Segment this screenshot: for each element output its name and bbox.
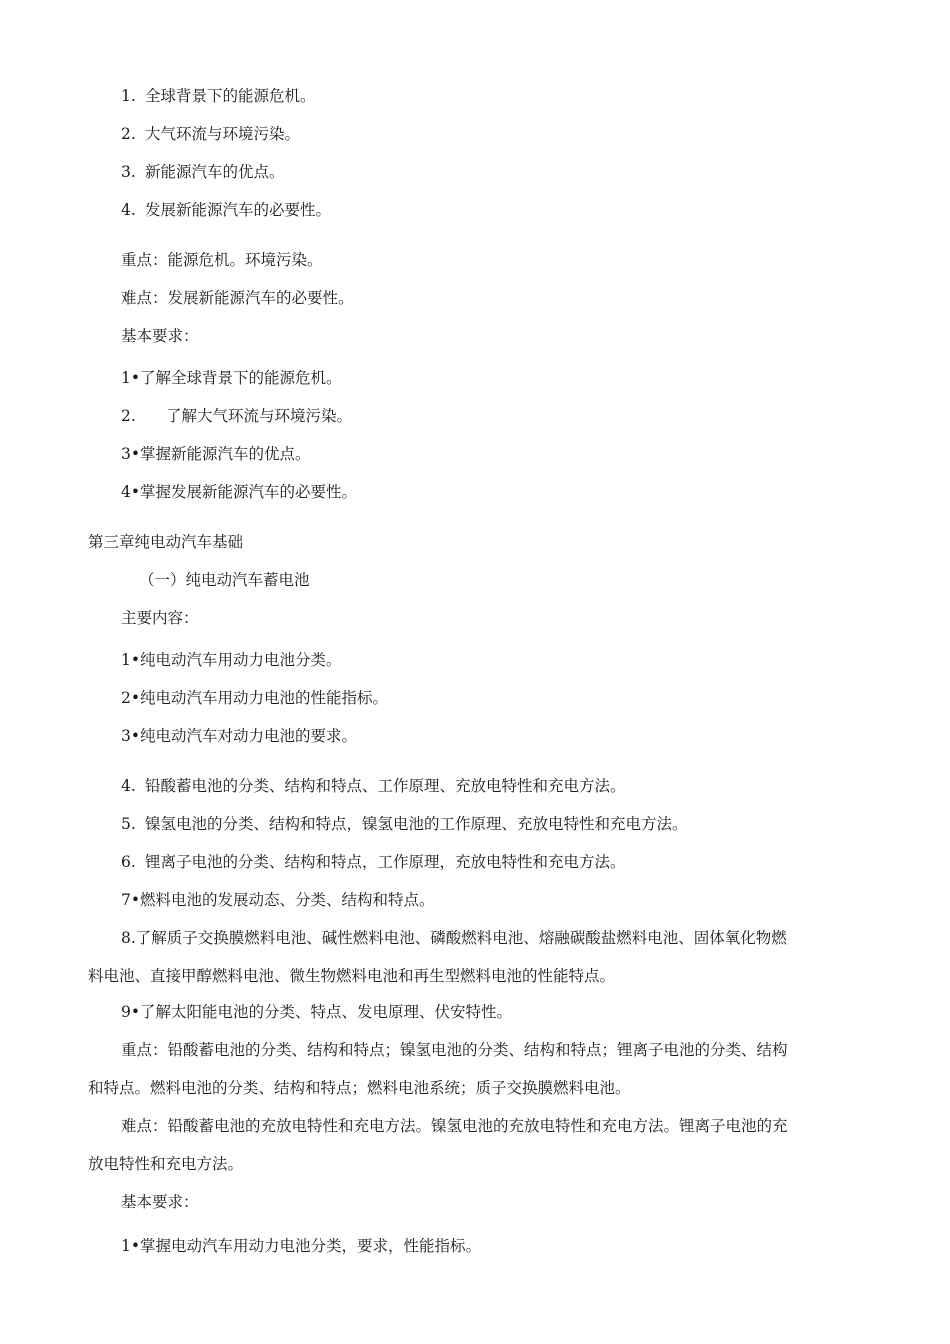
list-item: 2. 了解大气环流与环境污染。 — [121, 407, 353, 425]
list-item: 2•纯电动汽车用动力电池的性能指标。 — [121, 689, 389, 707]
list-item: 3•掌握新能源汽车的优点。 — [121, 445, 311, 463]
difficulty-point: 难点：发展新能源汽车的必要性。 — [121, 289, 354, 307]
list-item: 1•了解全球背景下的能源危机。 — [121, 369, 342, 387]
chapter-title: 第三章纯电动汽车基础 — [88, 533, 244, 551]
paragraph-line: 料电池、直接甲醇燃料电池、微生物燃料电池和再生型燃料电池的性能特点。 — [88, 967, 616, 985]
paragraph-line: 和特点。燃料电池的分类、结构和特点；燃料电池系统；质子交换膜燃料电池。 — [88, 1079, 631, 1097]
list-item: 3. 新能源汽车的优点。 — [121, 163, 285, 181]
requirements-heading: 基本要求： — [121, 1193, 199, 1211]
list-item: 9•了解太阳能电池的分类、特点、发电原理、伏安特性。 — [121, 1003, 513, 1021]
section-subtitle: （一）纯电动汽车蓄电池 — [139, 571, 310, 589]
list-item: 1•掌握电动汽车用动力电池分类，要求，性能指标。 — [121, 1237, 482, 1255]
requirements-heading: 基本要求： — [121, 327, 199, 345]
list-item: 2. 大气环流与环境污染。 — [121, 125, 301, 143]
key-point: 重点：铅酸蓄电池的分类、结构和特点；镍氢电池的分类、结构和特点；锂离子电池的分类、结构 — [121, 1041, 788, 1059]
difficulty-point: 难点：铅酸蓄电池的充放电特性和充电方法。镍氢电池的充放电特性和充电方法。锂离子电池的充 — [121, 1117, 788, 1135]
paragraph-line: 8.了解质子交换膜燃料电池、碱性燃料电池、磷酸燃料电池、熔融碳酸盐燃料电池、固体氧化物燃 — [121, 929, 787, 947]
list-item: 6. 锂离子电池的分类、结构和特点，工作原理，充放电特性和充电方法。 — [121, 853, 626, 871]
list-item: 1•纯电动汽车用动力电池分类。 — [121, 651, 342, 669]
list-item: 4•掌握发展新能源汽车的必要性。 — [121, 483, 358, 501]
list-item: 7•燃料电池的发展动态、分类、结构和特点。 — [121, 891, 435, 909]
paragraph-line: 放电特性和充电方法。 — [88, 1155, 244, 1173]
main-content-heading: 主要内容： — [121, 609, 199, 627]
list-item: 1. 全球背景下的能源危机。 — [121, 87, 316, 105]
list-item: 4. 发展新能源汽车的必要性。 — [121, 201, 332, 219]
key-point: 重点：能源危机。环境污染。 — [121, 251, 323, 269]
list-item: 5. 镍氢电池的分类、结构和特点，镍氢电池的工作原理、充放电特性和充电方法。 — [121, 815, 688, 833]
list-item: 3•纯电动汽车对动力电池的要求。 — [121, 727, 358, 745]
list-item: 4. 铅酸蓄电池的分类、结构和特点、工作原理、充放电特性和充电方法。 — [121, 777, 626, 795]
